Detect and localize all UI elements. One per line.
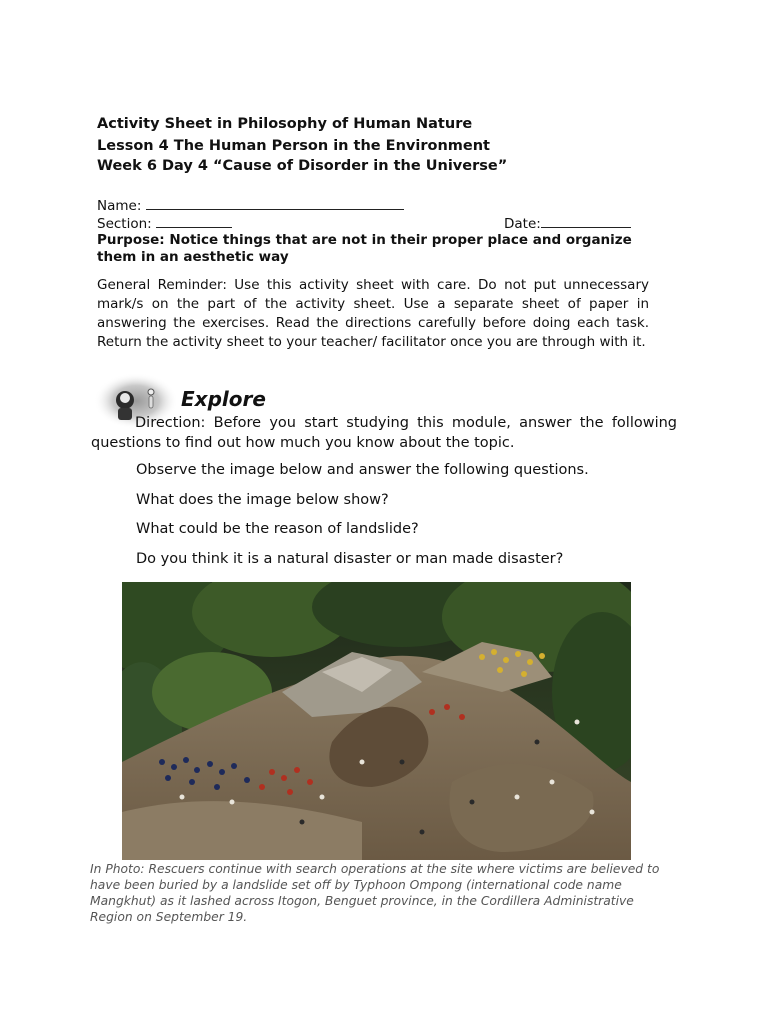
- explore-heading: Explore: [181, 387, 266, 411]
- section-blank[interactable]: [156, 215, 232, 228]
- section-field: [97, 215, 232, 232]
- date-blank[interactable]: [541, 215, 631, 228]
- sheet-title: Activity Sheet in Philosophy of Human Nature: [97, 116, 473, 132]
- landslide-photo: [122, 582, 631, 860]
- date-label: Date:: [504, 216, 541, 232]
- section-label: Section:: [97, 216, 152, 232]
- lesson-title: Lesson 4 The Human Person in the Environment: [97, 138, 490, 154]
- date-field: [504, 215, 631, 232]
- question-item: Observe the image below and answer the following questions.: [136, 462, 589, 478]
- name-label: Name:: [97, 198, 142, 214]
- direction-text: Direction: Before you start studying this module, answer the following questions to find out how much you know about the topic.: [91, 415, 677, 451]
- purpose-statement: Purpose: Notice things that are not in their proper place and organize them in an aesthetic way: [97, 232, 632, 265]
- question-item: What could be the reason of landslide?: [136, 521, 419, 537]
- general-reminder: General Reminder: Use this activity sheet with care. Do not put unnecessary mark/s on the part of the activity sheet. Use a separate sheet of paper in answering the exercises. Read the directions carefully before doing each task. Return the activity sheet to your teacher/ facilitator once you are through with it.: [97, 277, 649, 350]
- question-item: What does the image below show?: [136, 492, 389, 508]
- photo-caption: In Photo: Rescuers continue with search operations at the site where victims are believed to have been buried by a landslide set off by Typhoon Ompong (international code name Mangkhut) as it lashed across Itogon, Benguet province, in the Cordillera Administrative Region on September 19.: [90, 862, 660, 924]
- question-item: Do you think it is a natural disaster or man made disaster?: [136, 551, 564, 567]
- name-blank[interactable]: [146, 197, 404, 210]
- name-field: [97, 197, 404, 214]
- week-title: Week 6 Day 4 “Cause of Disorder in the Universe”: [97, 158, 508, 174]
